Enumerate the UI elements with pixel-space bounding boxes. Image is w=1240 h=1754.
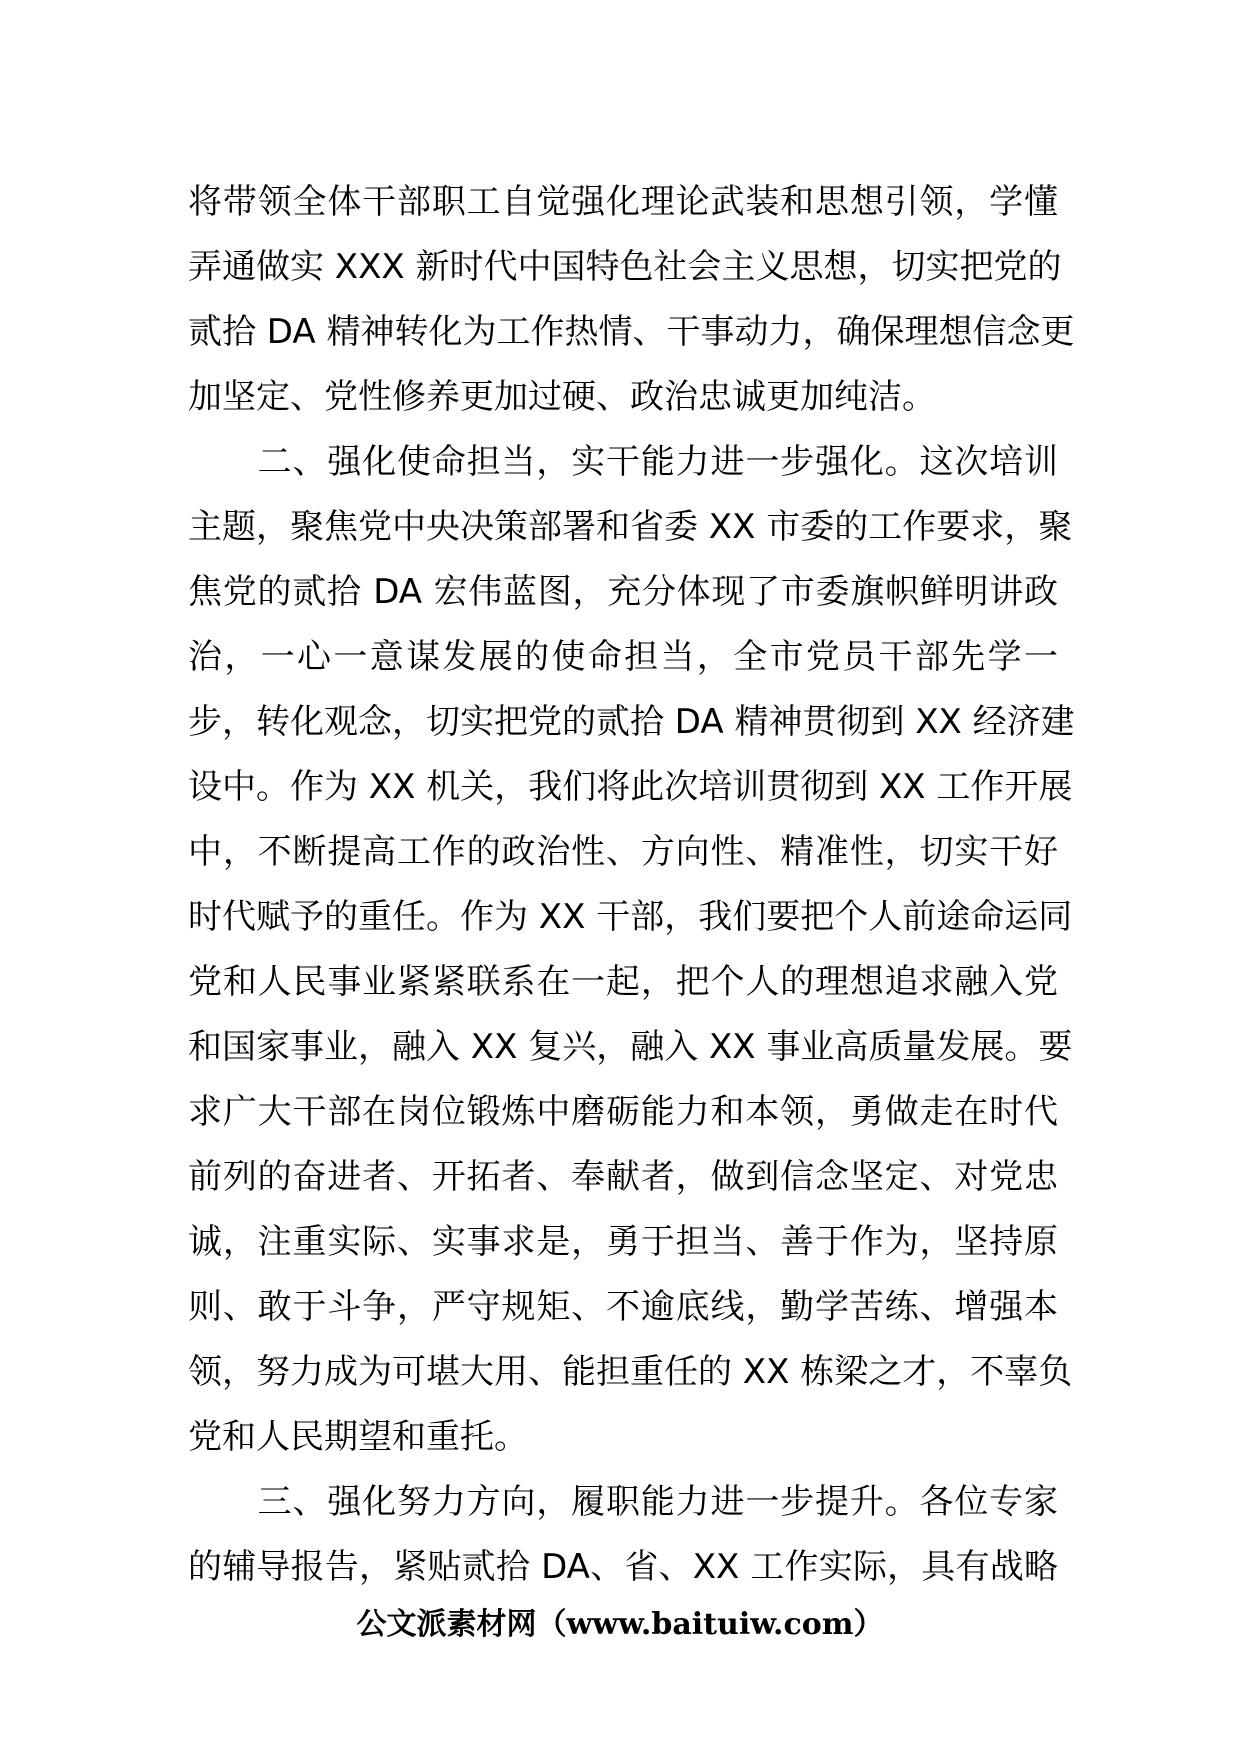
text-line: 贰拾 DA 精神转化为工作热情、干事动力，确保理想信念更 — [188, 312, 1075, 352]
text-line: 党和人民事业紧紧联系在一起，把个人的理想追求融入党 — [188, 962, 1058, 1002]
text-line: 时代赋予的重任。作为 XX 干部，我们要把个人前途命运同 — [188, 897, 1073, 937]
text-line: 设中。作为 XX 机关，我们将此次培训贯彻到 XX 工作开展 — [188, 767, 1073, 807]
text-line: 诚，注重实际、实事求是，勇于担当、善于作为，坚持原 — [188, 1222, 1058, 1262]
text-line: 将带领全体干部职工自觉强化理论武装和思想引领，学懂 — [188, 182, 1058, 222]
text-line: 党和人民期望和重托。 — [188, 1417, 528, 1457]
text-line: 治，一心一意谋发展的使命担当，全市党员干部先学一 — [188, 637, 1058, 677]
text-line: 前列的奋进者、开拓者、奉献者，做到信念坚定、对党忠 — [188, 1157, 1058, 1197]
text-line: 焦党的贰拾 DA 宏伟蓝图，充分体现了市委旗帜鲜明讲政 — [188, 572, 1058, 612]
text-line: 求广大干部在岗位锻炼中磨砺能力和本领，勇做走在时代 — [188, 1092, 1058, 1132]
text-line: 主题，聚焦党中央决策部署和省委 XX 市委的工作要求，聚 — [188, 507, 1073, 547]
text-line: 和国家事业，融入 XX 复兴，融入 XX 事业高质量发展。要 — [188, 1027, 1073, 1067]
text-line: 中，不断提高工作的政治性、方向性、精准性，切实干好 — [188, 832, 1058, 872]
section-heading-line: 二、强化使命担当，实干能力进一步强化。这次培训 — [188, 442, 1058, 482]
text-line: 步，转化观念，切实把党的贰拾 DA 精神贯彻到 XX 经济建 — [188, 702, 1075, 742]
section-heading-line: 三、强化努力方向，履职能力进一步提升。各位专家 — [188, 1482, 1058, 1522]
text-line: 的辅导报告，紧贴贰拾 DA、省、XX 工作实际，具有战略 — [188, 1547, 1058, 1587]
text-line: 领，努力成为可堪大用、能担重任的 XX 栋梁之才，不辜负 — [188, 1352, 1073, 1392]
footer-watermark: 公文派素材网（www.baituiw.com） — [356, 1607, 884, 1642]
text-line: 弄通做实 XXX 新时代中国特色社会主义思想，切实把党的 — [188, 247, 1062, 287]
text-line: 则、敢于斗争，严守规矩、不逾底线，勤学苦练、增强本 — [188, 1287, 1058, 1327]
document-body — [188, 170, 1075, 1600]
text-line: 加坚定、党性修养更加过硬、政治忠诚更加纯洁。 — [188, 377, 936, 417]
